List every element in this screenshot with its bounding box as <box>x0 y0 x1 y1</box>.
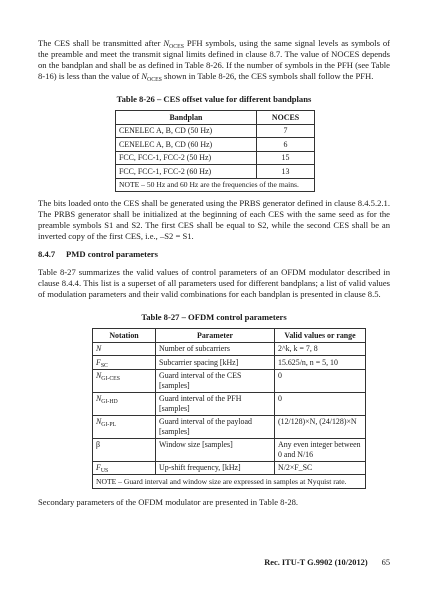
table-cell: 7 <box>257 124 315 138</box>
table-row <box>93 461 366 475</box>
table-cell: Any even integer between 0 and N/16 <box>275 438 366 461</box>
section-number: 8.4.7 <box>38 249 56 259</box>
table-cell: 15.625/n, n = 5, 10 <box>275 356 366 370</box>
table-cell: Guard interval of the CES [samples] <box>156 369 275 392</box>
table-cell: Subcarrier spacing [kHz] <box>156 356 275 370</box>
paragraph-ces-transmission: The CES shall be transmitted after $N_{OCES}$ PFH symbols, using the same signal levels as symbols of the preamble and meet the transmit signal limits defined in clause 8.7. The value of NOCES depends on the bandplan and shall be as defined in Table 8-26. If the number of symbols in the PFH (see Table 8-16) is less than the value of $N_{OCES}$ shown in Table 8-26, the CES symbols shall follow the PFH. <box>38 38 390 83</box>
section-title: PMD control parameters <box>66 249 158 259</box>
table-row <box>93 369 366 392</box>
section-heading <box>38 249 390 260</box>
table-8-26 <box>115 110 315 192</box>
table-8-27-caption: Table 8-27 – OFDM control parameters <box>141 312 287 322</box>
table-cell: N/2×F_SC <box>275 461 366 475</box>
table-row <box>93 342 366 356</box>
table-cell: CENELEC A, B, CD (50 Hz) <box>116 124 257 138</box>
table-note-row <box>116 178 315 192</box>
table-cell: 0 <box>275 369 366 392</box>
recommendation-id: Rec. ITU-T G.9902 (10/2012) <box>264 558 368 567</box>
paragraph-ces-bits: The bits loaded onto the CES shall be generated using the PRBS generator defined in clause 8.4.5.2.1. The PRBS generator shall be initialized at the beginning of each CES with the same seed as for the preamble symbols S1 and S2. The first CES shall be equal to S2, while the second CES shall be an inverted copy of the first CES, i.e., –S2 = S1. <box>38 198 390 241</box>
table-cell: Number of subcarriers <box>156 342 275 356</box>
table-cell: Guard interval of the PFH [samples] <box>156 392 275 415</box>
table-header: Notation <box>93 329 156 343</box>
table-cell: Guard interval of the payload [samples] <box>156 415 275 438</box>
table-header: Valid values or range <box>275 329 366 343</box>
table-header: Bandplan <box>116 111 257 125</box>
table-cell: 2^k, k = 7, 8 <box>275 342 366 356</box>
table-row <box>93 392 366 415</box>
table-note: NOTE – 50 Hz and 60 Hz are the frequencies of the mains. <box>116 178 315 192</box>
table-header: Parameter <box>156 329 275 343</box>
notation-cell: β <box>93 438 156 461</box>
table-cell: Up-shift frequency, [kHz] <box>156 461 275 475</box>
document-page <box>38 38 390 508</box>
notation-cell: $N_{GI-CES}$ <box>93 369 156 392</box>
table-row <box>116 138 315 152</box>
table-cell: CENELEC A, B, CD (60 Hz) <box>116 138 257 152</box>
table-row <box>116 151 315 165</box>
notation-cell: $N_{GI-HD}$ <box>93 392 156 415</box>
notation-cell: N <box>93 342 156 356</box>
table-row <box>116 165 315 179</box>
table-note-row <box>93 475 366 489</box>
table-row <box>93 415 366 438</box>
notation-cell: $F_{US}$ <box>93 461 156 475</box>
page-number: 65 <box>381 558 390 567</box>
table-cell: FCC, FCC-1, FCC-2 (50 Hz) <box>116 151 257 165</box>
table-cell: 6 <box>257 138 315 152</box>
table-cell: FCC, FCC-1, FCC-2 (60 Hz) <box>116 165 257 179</box>
table-row <box>93 438 366 461</box>
table-row <box>116 124 315 138</box>
table-header: NOCES <box>257 111 315 125</box>
table-cell: Window size [samples] <box>156 438 275 461</box>
table-cell: 0 <box>275 392 366 415</box>
table-8-26-caption: Table 8-26 – CES offset value for different bandplans <box>116 94 312 104</box>
paragraph-control-params: Table 8-27 summarizes the valid values of control parameters of an OFDM modulator described in clause 8.4.4. This list is a superset of all parameters used for different bandplans; a list of valid values of modulation parameters and their valid combinations for each bandplan is presented in clause 8.5. <box>38 267 390 299</box>
page-footer <box>264 558 390 567</box>
notation-cell: $N_{GI-PL}$ <box>93 415 156 438</box>
table-cell: 13 <box>257 165 315 179</box>
table-note: NOTE – Guard interval and window size are expressed in samples at Nyquist rate. <box>93 475 366 489</box>
paragraph-secondary-params: Secondary parameters of the OFDM modulator are presented in Table 8-28. <box>38 496 299 507</box>
table-8-27 <box>92 328 366 489</box>
table-cell: 15 <box>257 151 315 165</box>
table-cell: (12/128)×N, (24/128)×N <box>275 415 366 438</box>
table-row <box>93 356 366 370</box>
notation-cell: $F_{SC}$ <box>93 356 156 370</box>
